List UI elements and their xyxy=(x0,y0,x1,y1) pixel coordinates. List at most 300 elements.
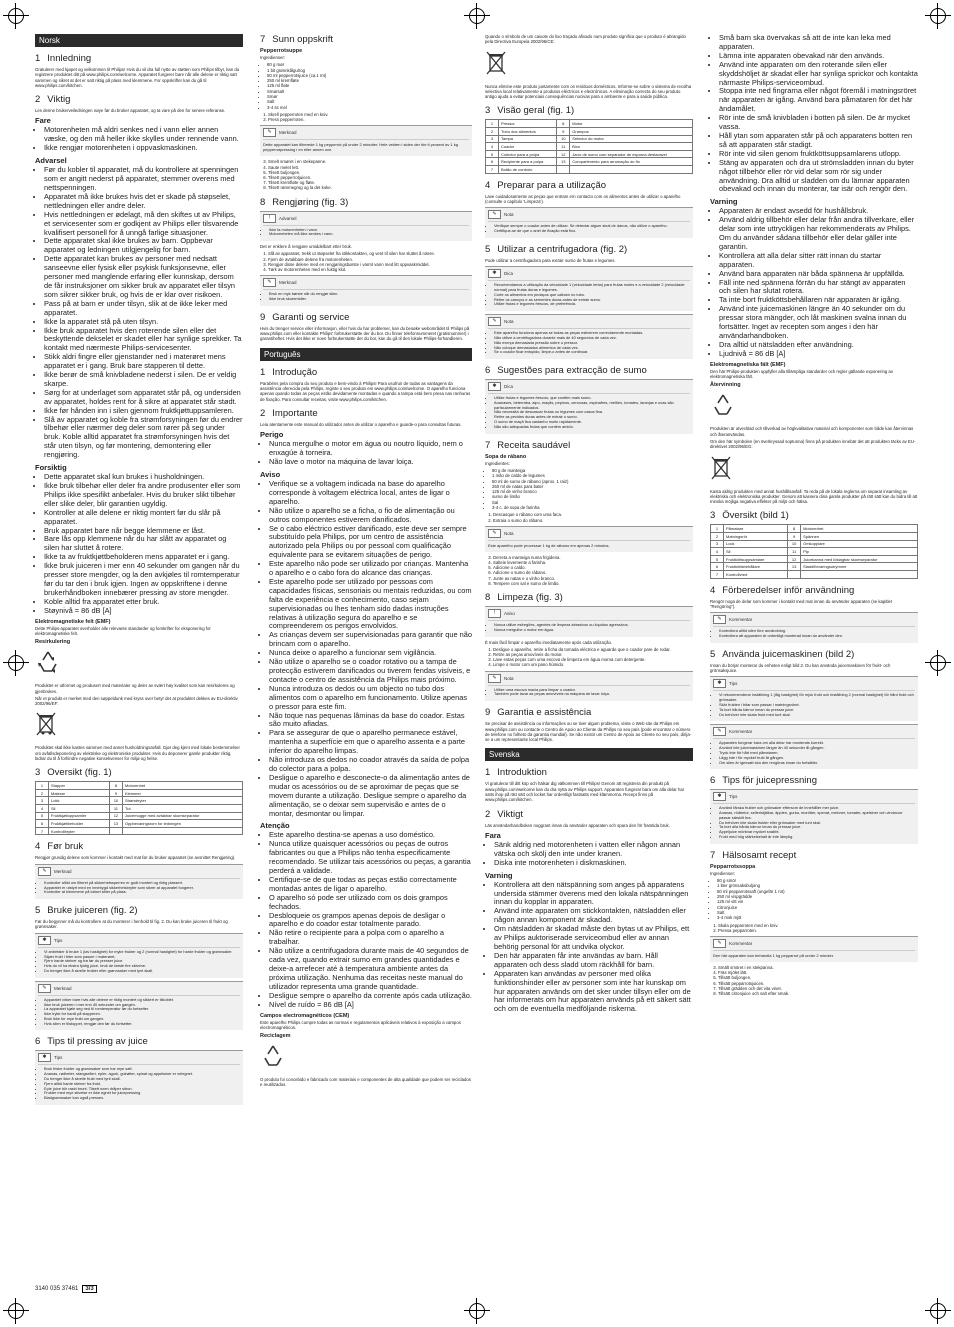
list-fara xyxy=(485,841,693,868)
list-item: • Nível de ruído = 86 dB [A] xyxy=(269,1001,472,1010)
paragraph: Leia atentamente este manual do utilizador antes de utilizar o aparelho e guarde-o para consultas futuras. xyxy=(260,421,462,427)
list-item: 5. Adicione o caldo. xyxy=(493,565,693,570)
list-perigo xyxy=(260,440,472,467)
note-list xyxy=(38,998,240,1027)
section-heading: 7 Receita saudável xyxy=(485,439,571,451)
list-item: • Para se assegurar de que o aparelho permanece estável, mantenha a superfície em que o aparelho assenta e a parte inferior do aparelho limpas. xyxy=(269,729,472,756)
part-name: Tut xyxy=(122,805,242,813)
list-item: • Bruk en myk børste når du rengjør silen. xyxy=(269,292,469,297)
section-heading: 8 Rengjøring (fig. 3) xyxy=(260,196,349,208)
step-list xyxy=(485,647,693,668)
list-item: • 3-4 c. de sopa de farinha xyxy=(492,505,693,510)
section-heading: 2 Viktig xyxy=(35,94,71,106)
part-number: 6 xyxy=(486,158,499,166)
part-number: 12 xyxy=(788,555,801,563)
list-item: • Smørsalt xyxy=(267,89,472,94)
list-item: • 80 g mør xyxy=(267,62,472,67)
paragraph: Det er enklere å rengjøre umiddelbart etter bruk. xyxy=(260,244,352,250)
subheading-varning: Varning xyxy=(710,197,738,207)
part-name: Motorenhet xyxy=(122,782,242,790)
page-number: 3/3 xyxy=(82,1285,96,1293)
section-heading: 5 Använda juicemaskinen (bild 2) xyxy=(710,648,855,660)
list-item: • Ta inte bort fruktköttsbehållaren när apparaten är igång. xyxy=(719,296,918,305)
list-atencao xyxy=(260,831,472,1009)
part-number: 5 xyxy=(36,812,49,820)
part-number: 10 xyxy=(788,540,801,548)
list-item: • Desbloqueie os grampos apenas depois de desligar o aparelho e do coador estar totalmente parado. xyxy=(269,912,472,930)
list-item: • Ikke bruk tilbehør eller deler fra andre produsenter eller som Philips ikke spesifikt anbefaler. Hvis du bruker slikt tilbehør eller slike deler, blir garantien ugyldig. xyxy=(44,482,243,509)
list-item: • 1 liter grönsaksbuljong xyxy=(717,883,918,888)
list-item: • Bruk friske frukter og grønnsaker som har mye saft. xyxy=(44,1067,240,1072)
list-item: • Slå av apparatet og koble fra strømforsyningen før du endrer tilbehør eller nærmer deg deler som rører på seg under bruk. Koble alltid apparatet fra strømforsyningen hvis det står uten tilsyn, og før montering, demontering eller rengjøring. xyxy=(44,416,243,461)
warning-icon: ! xyxy=(263,214,276,223)
list-item: • Hvis nettledningen er ødelagt, må den skiftes ut av Philips, et servicesenter som er godkjent av Philips eller tilsvarende kvalifisert personell for å unngå farlige situasjoner. xyxy=(44,211,243,238)
part-name: Stapper xyxy=(49,782,110,790)
list-item: • Om nätsladden är skadad måste den bytas ut av Philips, ett av Philips auktoriserade serviceombud eller av annan behörig personal för att undvika olyckor. xyxy=(494,925,693,952)
tips-box: ✱ Tips • Vi anbefaler å bruke 1 (lav hastighet) for myke frukter og 2 (normal hastighet) for harde frukter og grønnsaker. • Skjær frukt i biter som passer i materøret. • Fjern harde steiner og frø før du presser juice. • Hvis du vil ha ekstra fyldig juice, bruk de første fire skivene. • Du trenger ikke å skrelle frukter eller grønnsaker med tynt skall. xyxy=(35,933,243,978)
list-item: • Du behöver inte skala frukter eller grönsaker med tunt skal. xyxy=(719,821,915,826)
list-item: • Bruk ikke for mye frukt om gangen. xyxy=(44,1017,240,1022)
section-heading: 2 Importante xyxy=(260,407,318,419)
part-name: Juicekanna med löstagbar skumseparator xyxy=(801,555,918,563)
table-row xyxy=(36,827,243,835)
list-item: • Não são adequadas frutas que contêm amido. xyxy=(494,425,690,430)
note-box: ✎ Nota • Verifique sempre o coador antes de utilizar. Se detectar algum sinal de danos, não utilize o aparelho. • Certifique-se de que o anel de fixação está fixo. xyxy=(485,207,693,238)
list-item: • Nunca mergulhe o motor em água. xyxy=(494,628,690,633)
section-heading: 5 Bruke juiceren (fig. 2) xyxy=(35,905,138,917)
paragraph: Produkten är utvecklad och tillverkad av högkvalitativa material och komponenter som både kan återvinnas och återanvändas. xyxy=(710,426,914,437)
list-item: • Certifique-se de que o anel de fixação está fixo. xyxy=(494,229,690,234)
list-item: • Ikke før hånden inn i silen gjennom fruktkjøttuppsamleren. xyxy=(44,407,243,416)
part-name: Coador xyxy=(499,143,557,151)
list-item: 8. Tempere com sal e sumo de limão. xyxy=(493,581,693,586)
parts-table xyxy=(710,524,918,578)
part-name: Motor xyxy=(570,120,693,128)
list-item: • Não necessita de descascar frutas ou legumes com casca fina. xyxy=(494,410,690,415)
paragraph: Ingredienser: xyxy=(710,870,736,876)
paragraph: Produktet skal ikke kastes sammen med annet husholdningsavfall. Gjør deg kjent med lokale bestemmelser om avfallsdeponering av elektriske og elektroniske produkter. Hvis du deponerer gamle produkter riktig, bidrar du til å forhindre negative konsekvenser for miljø og helse. xyxy=(35,745,240,761)
list-item: • 125 ml vitt vin xyxy=(717,899,918,904)
part-number: 6 xyxy=(36,820,49,828)
tip-icon: ✱ xyxy=(713,679,726,688)
list-item: • Não utilize a centrifugadora durante mais de 40 segundos de cada vez. xyxy=(494,336,690,341)
part-number: 13 xyxy=(788,563,801,571)
list-item: • Använd bara apparaten när båda spännena är uppfällda. xyxy=(719,270,918,279)
ingredient-list xyxy=(710,878,918,920)
list-item: • Vi anbefaler å bruke 1 (lav hastighet) for myke frukter og 2 (normal hastighet) for harde frukter og grønnsaker. xyxy=(44,950,240,955)
paragraph: Den här Philips-produkten uppfyller alla tillämpliga standarder och regler gällande exponering av elektromagnetiska fält. xyxy=(710,368,893,380)
paragraph: Lave cuidadosamente as peças que entram em contacto com os alimentos antes de utilizar o aparelho (consulte o capítulo 'Limpeza'). xyxy=(485,193,681,204)
note-box: ✎ Kommentar Den här apparaten kan behandla 1 kg pepparrot på under 2 minuter. xyxy=(710,936,918,962)
note-box: ✎ Nota Este aparelho pode processar 1 kg de rábano em apenas 2 minutos. xyxy=(485,526,693,552)
list-item: • 50 ml pepparrotssaft (ungefär 1 rot) xyxy=(717,889,918,894)
paragraph: Pode utilizar a centrifugadora para extrair sumo de frutas e legumes. xyxy=(485,257,616,263)
list-item: • 250 ml vispgrädde xyxy=(717,894,918,899)
list-item: 2. Press pepperroten. xyxy=(268,117,472,122)
list-item: • Sal xyxy=(492,500,693,505)
note-icon: ✎ xyxy=(38,867,51,876)
list-item: • Använd färska frukter och grönsaker eftersom de innehåller mer juice. xyxy=(719,806,915,811)
table-row xyxy=(486,150,693,158)
list-item: 3. Smält smöret i en stekpanna. xyxy=(718,965,918,970)
list-item: • Dra alltid ut nätsladden efter användning. xyxy=(719,341,918,350)
paragraph: Se precisar de assistência ou informações ou se tiver algum problema, visite o Web site da Philips em www.philips.com ou contacte o Centro de Apoio ao Cliente da Philips no seu país (pode encontrar o número de telefone no folheto da garantia mundial). Se não existir um Centro de Apoio ao Cliente no seu país, dirija-se a um representante local Philips. xyxy=(485,721,692,743)
paragraph: Gratulerer med kjøpet og velkommen til Philips! Hvis du vil dra full nytte av støtten som Philips tilbyr, kan du registrere produktet ditt på www.philips.com/welcome. Apparatet fungerer bare når alle delene er riktig satt sammen og sikret at det er satt riktig på plass med klemmene. For oppskrifter kan du gå til www.philips.com/kitchen. xyxy=(35,67,240,88)
part-name: Botão de controlo xyxy=(499,166,557,174)
tips-list xyxy=(488,283,690,307)
note-icon: ✎ xyxy=(713,939,726,948)
part-name: Lock xyxy=(724,540,788,548)
part-number: 11 xyxy=(557,143,570,151)
list-item: • Se o cabo eléctrico estiver danificado, este deve ser sempre substituído pela Philips, por um centro de assistência autorizado pela Philips ou por pessoal com qualificação equivalente para se evitarem situações de perigo. xyxy=(269,525,472,561)
part-name: Påmatare xyxy=(724,525,788,533)
section-heading: 7 Sunn oppskrift xyxy=(260,34,334,45)
list-item: 5. Tilsett buljongen. xyxy=(268,170,472,175)
part-number: 2 xyxy=(486,128,499,136)
list-item: 6. Adicione o sumo de rábano. xyxy=(493,570,693,575)
language-header: Norsk xyxy=(35,34,243,47)
note-text: Este aparelho pode processar 1 kg de rábano em apenas 2 minutos. xyxy=(488,542,610,548)
table-row xyxy=(486,128,693,136)
list-item: • Apparaten kan användas av personer med olika funktionshinder eller av personer som inte har kunskap om hur apparaten används om det sker under tillsyn eller om de har informerats om hur apparaten används på ett säkert sätt och om de eventuella medföljande riskerna. xyxy=(494,970,693,1015)
list-item: • Frukter med mye stivelse er ikke egnet for juicepressing. xyxy=(44,1091,240,1096)
list-item: 6. Tillsätt pepparrotsjuicen. xyxy=(718,981,918,986)
recycling-heading: Reciclagem xyxy=(260,1033,291,1040)
tip-icon: ✱ xyxy=(38,936,51,945)
recycling-icon xyxy=(260,1043,286,1069)
part-name: Strømbryter xyxy=(122,797,242,805)
list-item: • Nunca utilize quaisquer acessórios ou peças de outros fabricantes ou que a Philips não tenha especificamente recomendado. Se utilizar tais acessórios ou peças, a garantia perderá a validade. xyxy=(269,840,472,876)
note-box: ✎ Merknad Dette apparatet kan tilberede 1 kg pepperrot på under 2 minutter. Hele vekten i siden der ble ti prosent av 1 kg pepperrotpressing i en eller annen ovn. xyxy=(260,125,472,156)
note-icon: ✎ xyxy=(713,615,726,624)
step-list xyxy=(710,923,918,933)
list-item: • Skär frukten i bitar som passar i matningsröret. xyxy=(719,703,915,708)
list-item: • Também pode lavar as peças amovíveis na máquina de lavar loiça. xyxy=(494,692,690,697)
table-row xyxy=(711,555,918,563)
ingredient-list xyxy=(485,468,693,510)
list-item: • Du trenger ikke å skrelle frukt med tynt skall. xyxy=(44,1077,240,1082)
list-item: • 250 ml kremfløte xyxy=(267,78,472,83)
list-item: • 80 g de manteiga xyxy=(492,468,693,473)
parts-table xyxy=(485,119,693,173)
warning-box: ! Aviso • Nunca utilize esfregões, agentes de limpeza abrasivos ou líquidos agressivos. • Nunca mergulhe o motor em água. xyxy=(485,606,693,637)
section-heading: 4 Förberedelser inför användning xyxy=(710,584,855,596)
crop-mark-bottom-left xyxy=(3,1298,29,1324)
list-item: 4. Salteie levemente a farinha. xyxy=(493,560,693,565)
recycling-heading: Återvinning xyxy=(710,382,741,389)
list-item: • Ikke ta av fruktkjøttbeholderen mens apparatet er i gang. xyxy=(44,553,243,562)
tips-list xyxy=(38,1067,240,1101)
warning-list xyxy=(263,228,469,238)
list-item: • Nunca utilize esfregões, agentes de limpeza abrasivos ou líquidos agressivos. xyxy=(494,623,690,628)
paragraph: Les denne brukerveiledningen nøye før du bruker apparatet, og ta vare på den for senere referanse. xyxy=(35,108,226,114)
list-item: • Ta bort alla hårda kärnor innan du pressar juice. xyxy=(719,825,915,830)
note-box: ✎ Merknad • Apparatet virker bare hvis alle delene er riktig montert og sikkert er tilkoblet. • Ikke bruk juiceren i mer enn 40 sekunder om gangen. • La apparatet kjøle seg ned til romtemperatur før du fortsetter. • Ikke trykk for hardt på stapperen. • Bruk ikke for mye frukt om gangen. • Hvis silen er tilstoppet, rengjør den før du fortsetter. xyxy=(35,981,243,1031)
list-item: • Stoppa inte ned fingrarna eller något föremål i matningsröret när apparaten är igång. Använd bara påmataren för det här ändamålet. xyxy=(719,87,918,114)
list-item: • 125 ml de vinho branco xyxy=(492,489,693,494)
table-row xyxy=(711,570,918,578)
part-name: Pip xyxy=(801,548,918,556)
list-item: • Bladgrønnsaker kan også presses. xyxy=(44,1096,240,1101)
subheading-aviso: Aviso xyxy=(260,469,281,479)
part-number: 8 xyxy=(788,525,801,533)
list-item: 2. Retire as peças amovíveis do motor. xyxy=(493,652,693,657)
list-item: • Frukt med hög stärkelsehalt är inte lämplig. xyxy=(719,835,915,840)
list-item: • Ta bort hårda kärnor innan du pressar juice. xyxy=(719,708,915,713)
part-name: Sil xyxy=(49,805,110,813)
section-heading: 8 Limpeza (fig. 3) xyxy=(485,591,563,603)
page-footer xyxy=(35,1285,97,1293)
list-item: • 125 ml fløte xyxy=(267,83,472,88)
list-item: • Retire as pevides duras antes de extrair o sumo. xyxy=(494,415,690,420)
note-box: ✎ Kommentar • Kontrollera alltid silen före användning. • Kontrollera att apparaten är ordentligt monterad innan du använder den. xyxy=(710,612,918,643)
part-name: Selector do motor xyxy=(570,135,693,143)
tips-list xyxy=(38,950,240,974)
part-number: 7 xyxy=(486,166,499,174)
list-item: • Lägg inte i för mycket frukt åt gången. xyxy=(719,756,915,761)
part-name: Kontrollbryter xyxy=(49,827,110,835)
list-item: 1. Skrell pepperroten med en kniv. xyxy=(268,112,472,117)
list-item: • Kontroller at alle delene er riktig montert før du slår på apparatet. xyxy=(44,509,243,527)
list-varning-2 xyxy=(710,207,918,358)
language-header: Português xyxy=(260,348,472,361)
section-heading: 1 Introduktion xyxy=(485,767,547,779)
part-name: Jarro de sumo com separador de espuma destacável xyxy=(570,150,693,158)
table-row xyxy=(486,120,693,128)
list-item: • Este aparelho destina-se apenas a uso doméstico. xyxy=(269,831,472,840)
list-item: • Sänk aldrig ned motorenheten i vatten eller någon annan vätska och skölj den inte under kranen. xyxy=(494,841,693,859)
table-row xyxy=(486,158,693,166)
paragraph: Ingredientes: xyxy=(485,460,510,466)
tip-icon: ✱ xyxy=(713,792,726,801)
list-item: • 1 mão de caldo de legumes xyxy=(492,473,693,478)
part-number: 7 xyxy=(36,827,49,835)
part-name: Pressor xyxy=(499,120,557,128)
document-code: 3140 035 37461 xyxy=(35,1286,79,1292)
list-item: • Tryck inte för hårt med påmataren. xyxy=(719,751,915,756)
subheading-fare: Fare xyxy=(35,116,51,126)
list-item: 3. Derreta a manteiga numa frigideira. xyxy=(493,555,693,560)
list-item: • Se o coador ficar entupido, limpe-o antes de continuar. xyxy=(494,350,690,355)
note-list xyxy=(263,292,469,302)
step-list xyxy=(485,555,693,586)
list-item: 3. Lave estas peças com uma escova de limpeza em água morna com detergente. xyxy=(493,657,693,662)
part-number: 11 xyxy=(788,548,801,556)
part-name: Colector para a polpa xyxy=(499,150,557,158)
subheading-perigo: Perigo xyxy=(260,430,284,440)
list-item: • 50 ml de sumo de rábano (aprox. 1 raiz) xyxy=(492,479,693,484)
list-item: • 1 bit grønnkålgulrog xyxy=(267,68,472,73)
part-number: 10 xyxy=(109,797,122,805)
list-item: • Dette apparatet skal ikke brukes av barn. Oppbevar apparatet og ledningen utilgjengelig for barn. xyxy=(44,237,243,255)
paragraph: O produto foi concebido e fabricado com materiais e componentes de alta qualidade que podem ser reciclados e reutilizados. xyxy=(260,1077,471,1088)
list-item: • Ikke bruk apparatet hvis den roterende silen eller det beskyttende dekselet er skadet eller har synlige sprekker. Ta kontakt med nærmeste Philips-servicesenter. xyxy=(44,327,243,354)
table-row xyxy=(711,540,918,548)
crop-mark-bottom-right xyxy=(925,1298,951,1324)
paragraph: É mais fácil limpar o aparelho imediatamente após cada utilização. xyxy=(485,639,613,645)
list-item: • Den här apparaten får inte användas av barn. Håll apparaten och dess sladd utom räckhåll för barn. xyxy=(494,952,693,970)
list-item: • O aparelho só pode ser utilizado com os dois grampos fechados. xyxy=(269,894,472,912)
step-list xyxy=(710,965,918,996)
tips-box: ✱ Tips • Vi rekommenderar inställning 1 (låg hastighet) för mjuk frukt och inställning 2 (normal hastighet) för hård frukt och grönsaker. • Skär frukten i bitar som passar i matningsröret. • Ta bort hårda kärnor innan du pressar juice. • Du behöver inte skala frukt med tunt skal. xyxy=(710,676,918,721)
part-name: Spännen xyxy=(801,532,918,540)
list-item: • Motorenheten må aldri senkes ned i vann eller annen væske, og den må heller ikke skylles under rennende vann. xyxy=(44,126,243,144)
table-row xyxy=(711,563,918,571)
list-item: 1. Skala pepparroten med en kniv. xyxy=(718,923,918,928)
recycling-icon xyxy=(35,649,61,675)
list-item: • Apparatet er utstyrt med en innebygd sikkerhetsbryter som sikrer at apparatet fungerer. xyxy=(44,886,240,891)
list-item: • Este aparelho pode ser utilizado por pessoas com capacidades físicas, sensoriais ou mentais reduzidas, ou com falta de experiência e conhecimento, caso sejam supervisionadas ou lhes tenham sido dadas instruções relativas à utilização segura do aparelho e se compreenderem os perigos envolvidos. xyxy=(269,578,472,631)
note-box: ✎ Merknad • Bruk en myk børste når du rengjør silen. • Ikke bruk skuremidler. xyxy=(260,275,472,306)
list-item: • Não exerça demasiada pressão sobre o pressor. xyxy=(494,341,690,346)
crop-mark-top-left xyxy=(3,3,29,29)
section-heading: 6 Tips för juicepressning xyxy=(710,775,817,787)
list-item: 8. Tillsätt citronjuice och salt efter smak. xyxy=(718,991,918,996)
list-item: • Vi rekommenderar inställning 1 (låg hastighet) för mjuk frukt och inställning 2 (normal hastighet) för hård frukt och grönsaker. xyxy=(719,693,915,703)
list-item: • Använd aldrig tillbehör eller delar från andra tillverkare, eller delar som inte uttryckligen har rekommenderats av Philips. Om du använder sådana tillbehör eller delar gäller inte garantin. xyxy=(719,216,918,252)
list-item: • Não utilize o aparelho se a ficha, o fio de alimentação ou outros componentes estiverem danificados. xyxy=(269,507,472,525)
section-heading: 7 Hälsosamt recept xyxy=(710,849,797,861)
part-name: Fruktköttsbehållare xyxy=(724,563,788,571)
tips-box: ✱ Dica • Recomendamos a utilização da velocidade 1 (velocidade lenta) para frutas moles e a velocidade 2 (velocidade normal) para frutas duras e legumes. • Corte os alimentos em pedaços que caibam no tubo. • Retire os caroços e as sementes duras antes de extrair sumo. • Utilize frutas e legumes frescos, de preferência. xyxy=(485,266,693,311)
part-name: Materør xyxy=(49,789,110,797)
recipe-title: Pepparrotssoppa xyxy=(710,863,756,870)
list-item: • Recomendamos a utilização da velocidade 1 (velocidade lenta) para frutas moles e a velocidade 2 (velocidade normal) para frutas duras e legumes. xyxy=(494,283,690,293)
list-item: • Não introduza os dedos no coador através da saída de polpa do colector para a polpa. xyxy=(269,756,472,774)
part-name: Compartimento para arrumação do fio xyxy=(570,158,693,166)
list-item: • Kontroller alltid om filteret på sikkerhetssperren er godt montert og riktig plassert. xyxy=(44,881,240,886)
table-row xyxy=(36,789,243,797)
list-advarsel xyxy=(35,166,243,460)
crop-mark-left-mid xyxy=(3,650,29,676)
list-item: 3. Smelt smøret i en stekepanne. xyxy=(268,159,472,164)
part-number: 12 xyxy=(557,150,570,158)
table-row xyxy=(711,525,918,533)
paragraph: Hvis du trenger service eller informasjon, eller hvis du har problemer, kan du besøke webområdet til Philips på www.philips.com eller kontakte Philips' forbrukerstøtte der du bor. Du finner telefonnummeret (gratisnummer) i garantiheftet. Hvis det ikke er noen forbrukerstøtte der du bor, kan du gå til den lokale Philips-forhandleren. xyxy=(260,325,470,342)
list-item: • Ikke bruk juiceren i mer enn 40 sekunder om gangen. xyxy=(44,1003,240,1008)
list-item: • Verifique sempre o coador antes de utilizar. Se detectar algum sinal de danos, não utilize o aparelho. xyxy=(494,224,690,229)
part-number: 6 xyxy=(711,563,724,571)
paragraph: Parabéns pela compra do seu produto e bem-vindo à Philips! Para usufruir de todas as vantagens da assistência oferecida pela Philips, registe o seu produto em www.philips.com/welcome. O aparelho funciona apenas quando todas as peças estão devidamente montadas e quando a tampa está bem presa nas ranhuras de fixação. Para consultar receitas, visite www.philips.com/kitchen. xyxy=(260,380,471,402)
list-item: • O sumo de maçã fica castanho muito rapidamente. xyxy=(494,420,690,425)
part-number: 3 xyxy=(36,797,49,805)
part-number: 10 xyxy=(557,135,570,143)
list-item: • Ikke bruk skuremidler. xyxy=(269,297,469,302)
paragraph: Produktet er utformet og produsert med materialer og deler av svært høy kvalitet som kan resirkuleres og gjenbrukes. xyxy=(35,683,235,694)
paragraph: Når et produkt er merket med den søppeldunk med kryss over betyr det at produktet dekkes av EU-direktiv 2002/96/EF: xyxy=(35,695,238,707)
note-box: ✎ Merknad • Kontroller alltid om filteret på sikkerhetssperren er godt montert og riktig plassert. • Apparatet er utstyrt med en innebygd sikkerhetsbryter som sikrer at apparatet fungerer. • Kontroller at klemmene på lokket sitter på plass. xyxy=(35,864,243,899)
crossed-bin-icon xyxy=(485,50,507,76)
list-item: • sumo de limão xyxy=(492,494,693,499)
list-item: • Rör inte vid silen genom fruktköttsuppsamlarens utlopp. xyxy=(719,150,918,159)
list-item: • Apparatet virker bare hvis alle delene er riktig montert og sikkert er tilkoblet. xyxy=(44,998,240,1003)
note-icon: ✎ xyxy=(488,529,501,538)
paragraph: Om den här symbolen (en överkryssad soptunna) finns på produkten innebär det att produkten täcks av EU-direktivet 2002/96/EG: xyxy=(710,438,916,450)
list-item: 2. Pressa pepparroten. xyxy=(718,928,918,933)
step-list xyxy=(485,512,693,522)
list-item: • Dette apparatet kan brukes av personer med nedsatt sanseevne eller fysisk eller psykisk funksjonsevne, eller personer med manglende erfaring eller kunnskap, dersom de får instruksjoner om sikker bruk av apparatet eller tilsyn som sikrer sikker bruk, og hvis de er klar over risikoen. xyxy=(44,255,243,300)
part-number: 13 xyxy=(557,158,570,166)
tip-icon: ✱ xyxy=(488,382,501,391)
list-item: • Diska inte motorenheten i diskmaskinen. xyxy=(494,859,693,868)
note-list xyxy=(38,881,240,895)
list-item: • Använd inte juicemaskinen längre än 40 sekunder åt gången. xyxy=(719,746,915,751)
part-number: 8 xyxy=(557,120,570,128)
section-heading: 4 Før bruk xyxy=(35,841,84,853)
paragraph: Rengör noga de delar som kommer i kontakt med mat innan du använder apparaten (se kapitlet "Rengöring"). xyxy=(710,598,893,609)
step-list xyxy=(260,159,472,190)
section-heading: 1 Innledning xyxy=(35,53,92,64)
list-item: • Ikke trykk for hardt på stapperen. xyxy=(44,1012,240,1017)
paragraph: Este aparelho Philips cumpre todas as normas e regulamentos aplicáveis relativos à exposição a campos electromagnéticos. xyxy=(260,1019,461,1030)
crop-mark-bottom-mid xyxy=(464,1298,490,1324)
list-item: • Não lave o motor na máquina de lavar loiça. xyxy=(269,458,472,467)
paragraph: Läs användarhandboken noggrant innan du använder apparaten och spara den för framtida bruk. xyxy=(485,822,670,828)
part-name xyxy=(801,570,918,578)
part-name: Omkopplare xyxy=(801,540,918,548)
list-item: • Använd inte apparaten om den roterande silen eller skyddshöljet är skadat eller har synliga sprickor och kontakta närmaste Philips-serviceombud. xyxy=(719,61,918,88)
list-item: • Bruk apparatet bare når begge klemmene er låst. xyxy=(44,527,243,536)
note-text: Dette apparatet kan tilberede 1 kg pepperrot på under 2 minutter. Hele vekten i siden der ble ti prosent av 1 kg pepperrotpressing i en eller annen ovn. xyxy=(263,142,459,153)
list-item: 7. Junte as natas e o vinho branco. xyxy=(493,576,693,581)
subheading-atencao: Atenção xyxy=(260,821,290,831)
list-item: • Lämna inte apparaten obevakad när den används. xyxy=(719,52,918,61)
note-box: ✎ Kommentar • Apparaten fungerar bara om alla delar har monterats korrekt. • Använd inte juicemaskinen längre än 40 sekunder åt gången. • Tryck inte för hårt med påmataren. • Lägg inte i för mycket frukt åt gången. • Om silen är igensatt ska den rengöras innan du fortsätter. xyxy=(710,724,918,769)
list-item: • Ljudnivå = 86 dB [A] xyxy=(719,350,918,359)
list-item: • Corte os alimentos em pedaços que caibam no tubo. xyxy=(494,293,690,298)
recipe-title: Pepperrotsuppe xyxy=(260,48,303,54)
list-item: • Ikke ta motorenheten i vann. xyxy=(269,228,469,233)
part-number: 1 xyxy=(36,782,49,790)
list-item: • Citronjuice xyxy=(717,905,918,910)
section-heading: 6 Tips til pressing av juice xyxy=(35,1036,148,1048)
part-name: Bico xyxy=(570,143,693,151)
list-item: • Kontrollera att den nätspänning som anges på apparatens undersida stämmer överens med den lokala nätspänningen innan du kopplar in apparaten. xyxy=(494,881,693,908)
part-name: Tubo dos alimentos xyxy=(499,128,557,136)
part-number: 7 xyxy=(711,570,724,578)
part-number: 11 xyxy=(109,805,122,813)
list-item: • Hvis du vil ha ekstra fyldig juice, bruk de første fire skivene. xyxy=(44,964,240,969)
list-item: • Om silen är igensatt ska den rengöras innan du fortsätter. xyxy=(719,761,915,766)
list-item: • Não utilize a centrifugadora durante mais de 40 segundos de cada vez, quando extrair sumo em grandes quantidades e deixe-a arrefecer até à temperatura ambiente antes da próxima utilização. Nenhuma das receitas neste manual do utilizador representa uma grande quantidade. xyxy=(269,947,472,992)
section-heading: 6 Sugestões para extracção de sumo xyxy=(485,365,647,377)
section-heading: 5 Utilizar a centrifugadora (fig. 2) xyxy=(485,243,628,255)
table-row xyxy=(486,166,693,174)
list-item: • Stäng av apparaten och dra ut strömsladden innan du byter något tillbehör eller rör vid delar som rör sig under användning. Dra alltid ur sladden om du lämnar apparaten obevakad och innan du monterar, tar isär och rengör den. xyxy=(719,159,918,195)
part-name: Fruktkjøttoppsamler xyxy=(49,812,110,820)
table-row xyxy=(486,143,693,151)
section-heading: 1 Introdução xyxy=(260,366,318,378)
list-item: • Este aparelho funciona apenas se todas as peças estiverem correctamente montadas. xyxy=(494,331,690,336)
list-item: • Apparaten är endast avsedd för hushållsbruk. xyxy=(719,207,918,216)
subheading-advarsel: Advarsel xyxy=(35,156,67,166)
list-item: • Motorenheten må ikke senkes i vann. xyxy=(269,232,469,237)
list-varning-cont xyxy=(710,34,918,194)
list-item: • Ikke la apparatet stå på uten tilsyn. xyxy=(44,318,243,327)
part-number: 8 xyxy=(109,782,122,790)
tip-icon: ✱ xyxy=(488,269,501,278)
note-icon: ✎ xyxy=(263,128,276,137)
list-item: • Verifique se a voltagem indicada na base do aparelho corresponde à voltagem eléctrica local, antes de ligar o aparelho. xyxy=(269,480,472,507)
list-item: • Nunca mergulhe o motor em água ou noutro líquido, nem o enxagúe à torneira. xyxy=(269,440,472,458)
list-item: • Não toque nas pequenas lâminas da base do coador. Estas são muito afiadas. xyxy=(269,712,472,730)
list-item: • Stikk aldri fingre eller gjenstander ned i materøret mens apparatet er i gang. Bruk bare stapperen til dette. xyxy=(44,353,243,371)
column-norsk xyxy=(35,34,243,1108)
table-row xyxy=(36,820,243,828)
list-item: • Dette apparatet skal kun brukes i husholdningen. xyxy=(44,473,243,482)
paragraph: Før du begynner må du kontrollere at du monterer i henhold til fig. 2. Du kan bruke juiceren til frukt og grønnsaker. xyxy=(35,919,228,930)
note-icon: ✎ xyxy=(263,278,276,287)
